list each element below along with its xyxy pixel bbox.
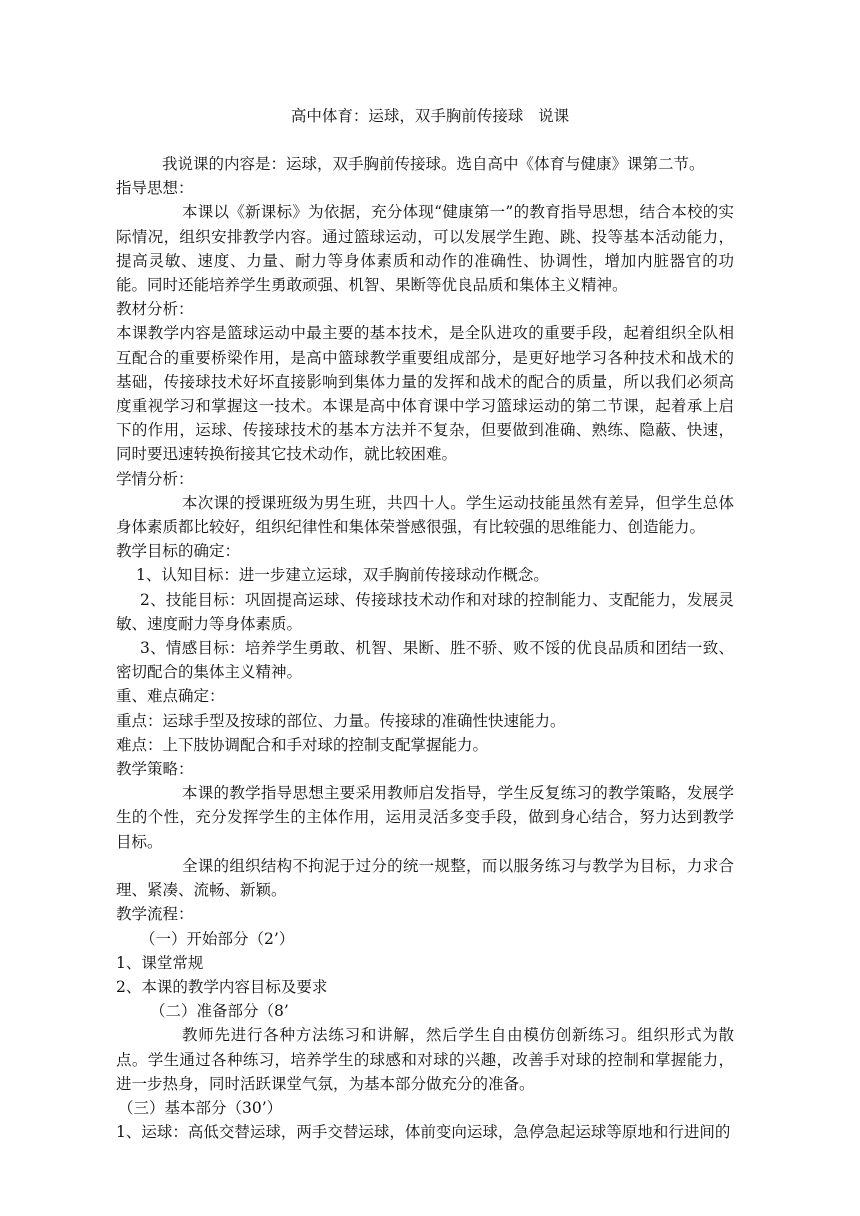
- body-paragraph: 难点：上下肢协调配合和手对球的控制支配掌握能力。: [116, 735, 489, 754]
- list-item: 1、课堂常规: [116, 953, 204, 972]
- subsection-heading: （三）基本部分（30’）: [118, 1098, 283, 1117]
- intro-paragraph: 我说课的内容是：运球，双手胸前传接球。选自高中《体育与健康》课第二节。: [162, 155, 705, 173]
- body-paragraph: 重点：运球手型及按球的部位、力量。传接球的准确性快速能力。: [116, 711, 566, 730]
- subsection-heading: （一）开始部分（2’）: [140, 929, 295, 948]
- list-item: 2、本课的教学内容目标及要求: [116, 977, 328, 996]
- section-heading: 教学策略：: [116, 760, 194, 779]
- document-title: 高中体育：运球，双手胸前传接球 说课: [290, 107, 570, 125]
- body-paragraph: 全课的组织结构不拘泥于过分的统一规整，而以服务练习与教学为目标，力求合理、紧凑、流畅、新颖。: [116, 856, 734, 900]
- body-paragraph: 本次课的授课班级为男生班，共四十人。学生运动技能虽然有差异，但学生总体身体素质都比较好，组织纪律性和集体荣誉感很强，有比较强的思维能力、创造能力。: [116, 493, 734, 537]
- list-item: 2、技能目标：巩固提高运球、传接球技术动作和对球的控制能力、支配能力，发展灵敏、速度耐力等身体素质。: [116, 590, 734, 633]
- section-heading: 重、难点确定：: [116, 687, 225, 706]
- document-body: [116, 152, 734, 1144]
- body-paragraph: 教师先进行各种方法练习和讲解，然后学生自由模仿创新练习。组织形式为散点。学生通过各种练习，培养学生的球感和对球的兴趣，改善手对球的控制和掌握能力，进一步热身，同时活跃课堂气氛，为基本部分做充分的准备。: [116, 1026, 734, 1093]
- list-item: 1、认知目标：进一步建立运球，双手胸前传接球动作概念。: [136, 566, 549, 585]
- body-paragraph: 1、运球：高低交替运球，两手交替运球，体前变向运球，急停急起运球等原地和行进间的: [116, 1123, 731, 1142]
- section-heading: 教材分析：: [116, 300, 194, 319]
- body-paragraph: 本课以《新课标》为依据，充分体现“健康第一”的教育指导思想，结合本校的实际情况，组织安排教学内容。通过篮球运动，可以发展学生跑、跳、投等基本活动能力，提高灵敏、速度、力量、耐力等身体素质和动作的准确性、协调性，增加内脏器官的功能。同时还能培养学生勇敢顽强、机智、果断等优良品质和集体主义精神。: [116, 203, 734, 295]
- section-heading: 教学流程：: [116, 905, 194, 924]
- subsection-heading: （二）准备部分（8’: [150, 1002, 289, 1021]
- body-paragraph: 本课教学内容是篮球运动中最主要的基本技术，是全队进攻的重要手段，起着组织全队相互配合的重要桥梁作用，是高中篮球教学重要组成部分，是更好地学习各种技术和战术的基础，传接球技术好坏直接影响到集体力量的发挥和战术的配合的质量，所以我们必须高度重视学习和掌握这一技术。本课是高中体育课中学习篮球运动的第二节课，起着承上启下的作用，运球、传接球技术的基本方法并不复杂，但要做到准确、熟练、隐蔽、快速，同时要迅速转换衔接其它技术动作，就比较困难。: [116, 324, 734, 464]
- section-heading: 教学目标的确定：: [116, 542, 241, 561]
- section-heading: 指导思想：: [116, 179, 194, 198]
- section-heading: 学情分析：: [116, 469, 194, 488]
- body-paragraph: 本课的教学指导思想主要采用教师启发指导，学生反复练习的教学策略，发展学生的个性，充分发挥学生的主体作用，运用灵活多变手段，做到身心结合，努力达到教学目标。: [116, 784, 734, 851]
- list-item: 3、情感目标：培养学生勇敢、机智、果断、胜不骄、败不馁的优良品质和团结一致、密切配合的集体主义精神。: [116, 639, 734, 682]
